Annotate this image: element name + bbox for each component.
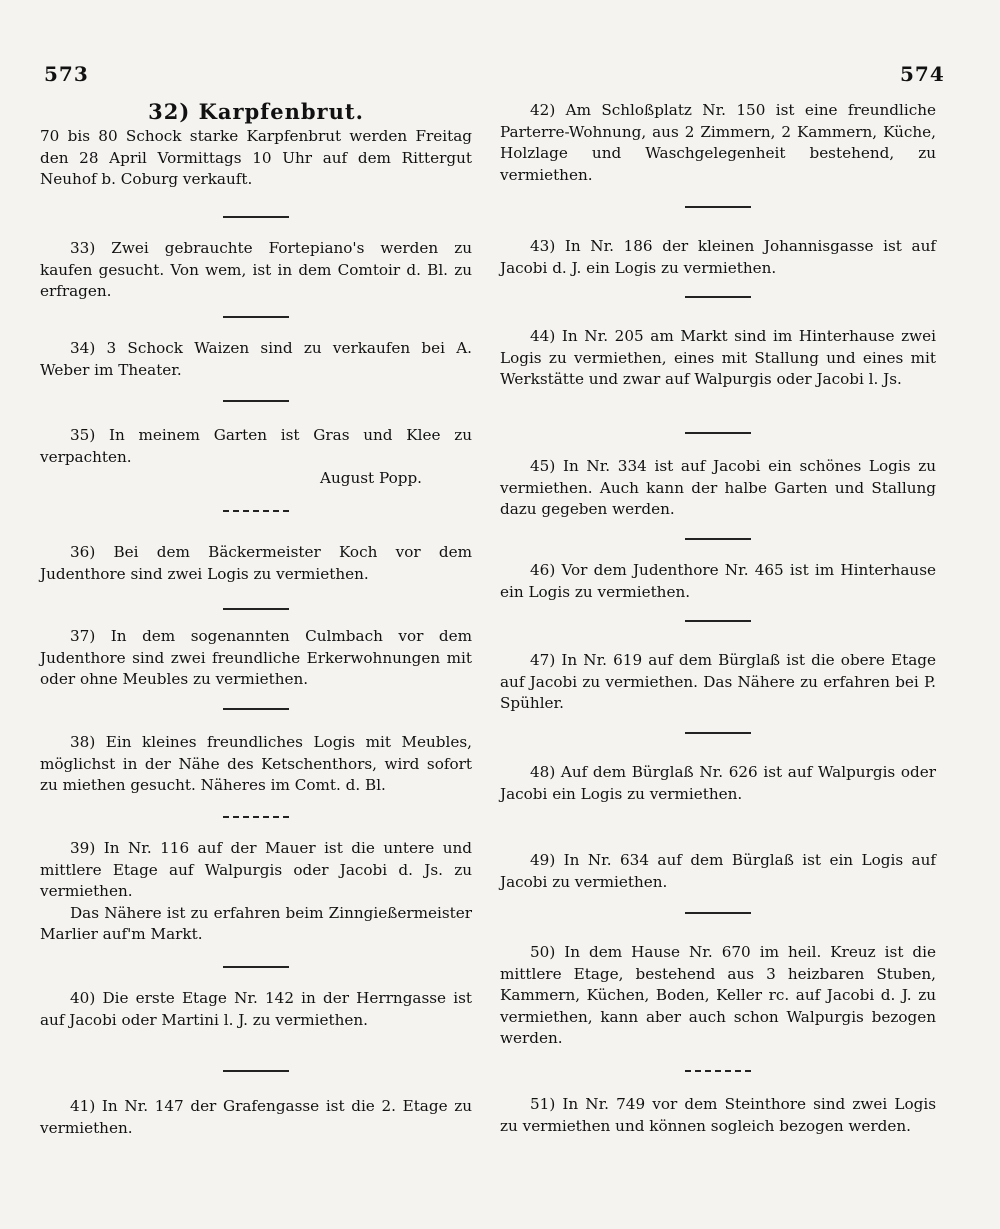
divider — [223, 316, 289, 318]
ad-text: 47) In Nr. 619 auf dem Bürglaß ist die obere Etage auf Jacobi zu vermiethen. Das Nähere zu erfahren bei P. Spühler. — [500, 651, 936, 712]
ad-47 — [500, 650, 936, 715]
divider — [685, 912, 751, 914]
ad-text: 34) 3 Schock Waizen sind zu verkaufen bei A. Weber im Theater. — [40, 339, 472, 379]
ad-title: 32) Karpfenbrut. — [148, 99, 364, 124]
ad-40 — [40, 988, 472, 1031]
ad-text: 33) Zwei gebrauchte Fortepiano's werden zu kaufen gesucht. Von wem, ist in dem Comtoir d. Bl. zu erfragen. — [40, 239, 472, 300]
divider — [223, 400, 289, 402]
ad-text: 36) Bei dem Bäckermeister Koch vor dem Judenthore sind zwei Logis zu vermiethen. — [40, 543, 472, 583]
divider — [223, 816, 289, 818]
ad-36 — [40, 542, 472, 585]
divider — [685, 538, 751, 540]
ad-text: 50) In dem Hause Nr. 670 im heil. Kreuz ist die mittlere Etage, bestehend aus 3 heizbaren Stuben, Kammern, Küchen, Boden, Keller rc. auf Jacobi d. J. zu vermiethen, kann aber auch schon Walpurgis bezogen werden. — [500, 943, 936, 1047]
page-number-right: 574 — [900, 62, 945, 86]
ad-45 — [500, 456, 936, 521]
ad-text: 35) In meinem Garten ist Gras und Klee zu verpachten. — [40, 426, 472, 466]
ad-text: Das Nähere ist zu erfahren beim Zinngießermeister Marlier auf'm Markt. — [40, 903, 472, 943]
divider — [223, 510, 289, 512]
ad-42 — [500, 100, 936, 186]
ad-49 — [500, 850, 936, 893]
ad-text: 70 bis 80 Schock starke Karpfenbrut werden Freitag den 28 April Vormittags 10 Uhr auf dem Rittergut Neuhof b. Coburg verkauft. — [40, 127, 472, 188]
ad-48 — [500, 762, 936, 805]
ad-37 — [40, 626, 472, 691]
divider — [223, 708, 289, 710]
ad-text: 46) Vor dem Judenthore Nr. 465 ist im Hinterhause ein Logis zu vermiethen. — [500, 561, 936, 601]
divider — [685, 206, 751, 208]
ad-43 — [500, 236, 936, 279]
ad-32 — [40, 100, 472, 191]
ad-text: 37) In dem sogenannten Culmbach vor dem Judenthore sind zwei freundliche Erkerwohnungen mit oder ohne Meubles zu vermiethen. — [40, 627, 472, 688]
ad-34 — [40, 338, 472, 381]
ad-text: 49) In Nr. 634 auf dem Bürglaß ist ein Logis auf Jacobi zu vermiethen. — [500, 851, 936, 891]
ad-51 — [500, 1094, 936, 1137]
divider — [685, 432, 751, 434]
divider — [223, 966, 289, 968]
ad-text: 39) In Nr. 116 auf der Mauer ist die untere und mittlere Etage auf Walpurgis oder Jacobi d. Js. zu vermiethen. — [40, 839, 472, 900]
page-number-left: 573 — [44, 62, 89, 86]
divider — [685, 296, 751, 298]
divider — [223, 216, 289, 218]
ad-41 — [40, 1096, 472, 1139]
ad-text: 40) Die erste Etage Nr. 142 in der Herrngasse ist auf Jacobi oder Martini l. J. zu vermiethen. — [40, 989, 472, 1029]
ad-46 — [500, 560, 936, 603]
ad-44 — [500, 326, 936, 391]
divider — [223, 608, 289, 610]
ad-text: 41) In Nr. 147 der Grafengasse ist die 2. Etage zu vermiethen. — [40, 1097, 472, 1137]
divider — [685, 620, 751, 622]
ad-text: 42) Am Schloßplatz Nr. 150 ist eine freundliche Parterre-Wohnung, aus 2 Zimmern, 2 Kammern, Küche, Holzlage und Waschgelegenheit bestehend, zu vermiethen. — [500, 101, 936, 184]
ad-38 — [40, 732, 472, 797]
ad-33 — [40, 238, 472, 303]
ad-text: 51) In Nr. 749 vor dem Steinthore sind zwei Logis zu vermiethen und können sogleich bezogen werden. — [500, 1095, 936, 1135]
ad-signature: August Popp. — [320, 469, 422, 487]
divider — [685, 1070, 751, 1072]
divider — [685, 732, 751, 734]
ad-text: 48) Auf dem Bürglaß Nr. 626 ist auf Walpurgis oder Jacobi ein Logis zu vermiethen. — [500, 763, 936, 803]
ad-text: 45) In Nr. 334 ist auf Jacobi ein schönes Logis zu vermiethen. Auch kann der halbe Garten und Stallung dazu gegeben werden. — [500, 457, 936, 518]
ad-35 — [40, 425, 472, 490]
ad-text: 43) In Nr. 186 der kleinen Johannisgasse ist auf Jacobi d. J. ein Logis zu vermiethen. — [500, 237, 936, 277]
ad-39 — [40, 838, 472, 946]
divider — [223, 1070, 289, 1072]
ad-text: 38) Ein kleines freundliches Logis mit Meubles, möglichst in der Nähe des Ketschenthors, wird sofort zu miethen gesucht. Näheres im Comt. d. Bl. — [40, 733, 472, 794]
ad-text: 44) In Nr. 205 am Markt sind im Hinterhause zwei Logis zu vermiethen, eines mit Stallung und eines mit Werkstätte und zwar auf Walpurgis oder Jacobi l. Js. — [500, 327, 936, 388]
ad-50 — [500, 942, 936, 1050]
